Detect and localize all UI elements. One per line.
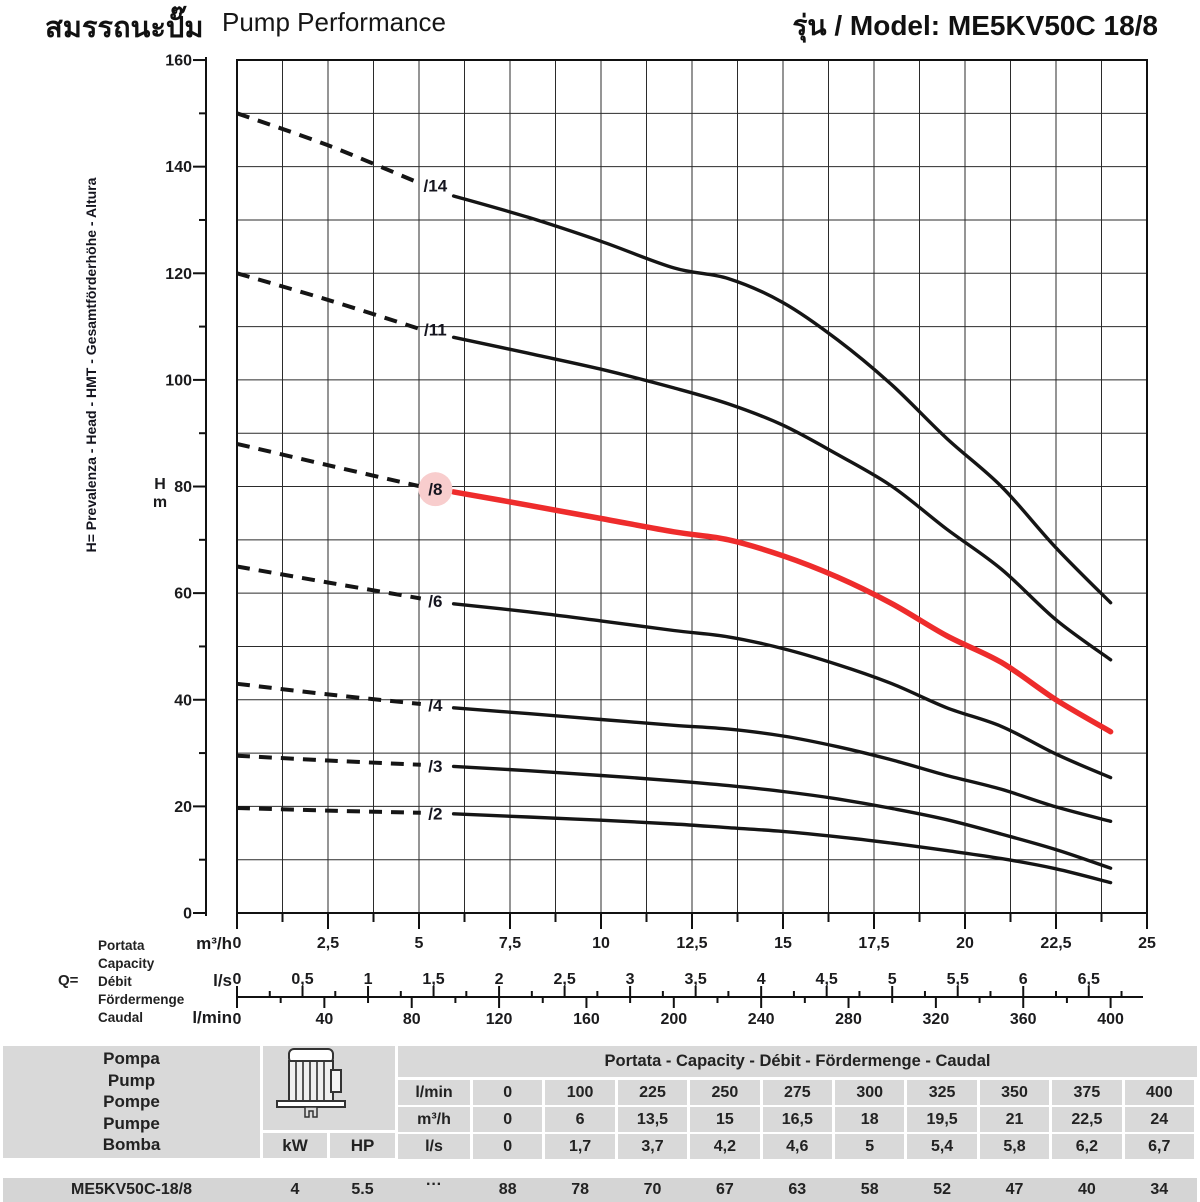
q-label-portata: Portata (98, 938, 145, 953)
svg-text:/8: /8 (428, 480, 443, 500)
cell-m³/h-4: 16,5 (763, 1107, 832, 1132)
cell-l/s-7: 5,8 (980, 1134, 1049, 1159)
hp-header: HP (330, 1133, 395, 1158)
model-head-1: 78 (571, 1181, 589, 1198)
svg-text:/11: /11 (424, 320, 447, 340)
svg-text:120: 120 (485, 1011, 513, 1028)
svg-text:7,5: 7,5 (498, 935, 522, 952)
m3h-ticks (237, 913, 1147, 929)
svg-text:120: 120 (165, 265, 192, 283)
q-label-fordermenge: Fördermenge (98, 992, 185, 1007)
model-head-7: 47 (1005, 1181, 1024, 1198)
cell-l/min-9: 400 (1125, 1080, 1194, 1105)
svg-text:/2: /2 (428, 804, 443, 824)
kw-header: kW (263, 1133, 327, 1158)
unit-ls-label: l/s (213, 971, 232, 990)
svg-text:15: 15 (774, 935, 792, 952)
cell-l/s-2: 3,7 (618, 1134, 687, 1159)
svg-text:1: 1 (363, 971, 373, 988)
svg-text:240: 240 (747, 1011, 775, 1028)
unit-m3h-label: m³/h (196, 934, 232, 953)
model-head-4: 63 (788, 1181, 807, 1198)
svg-text:/4: /4 (428, 696, 443, 716)
pump-label-es: Bomba (102, 1135, 161, 1155)
svg-text:/6: /6 (428, 592, 443, 612)
pump-label-de: Pumpe (103, 1113, 160, 1133)
cell-m³/h-2: 13,5 (618, 1107, 687, 1132)
cell-m³/h-9: 24 (1125, 1107, 1194, 1132)
svg-text:0: 0 (232, 1011, 242, 1028)
svg-text:0,5: 0,5 (291, 971, 314, 988)
cell-l/min-3: 250 (690, 1080, 759, 1105)
svg-text:20: 20 (174, 798, 192, 816)
pump-header-cell (3, 1046, 260, 1158)
svg-text:160: 160 (165, 52, 192, 70)
svg-text:6: 6 (1018, 971, 1028, 988)
svg-text:60: 60 (174, 585, 192, 603)
svg-text:6,5: 6,5 (1077, 971, 1100, 988)
model-head-6: 52 (933, 1181, 951, 1198)
cell-l/min-8: 375 (1052, 1080, 1121, 1105)
cell-l/min-5: 300 (835, 1080, 904, 1105)
cell-l/s-0: 0 (473, 1134, 542, 1159)
curve-/4 (237, 684, 1111, 822)
model-name: ME5KV50C-18/8 (71, 1181, 192, 1198)
model-kw: 4 (290, 1181, 300, 1198)
motor-icon-cell (263, 1046, 395, 1130)
svg-text:/3: /3 (428, 756, 443, 776)
model-head-5: 58 (860, 1181, 879, 1198)
svg-text:280: 280 (835, 1011, 862, 1028)
row-unit-ls: l/s (398, 1134, 470, 1159)
svg-text:12,5: 12,5 (676, 935, 708, 952)
svg-text:200: 200 (660, 1011, 688, 1028)
svg-text:20: 20 (956, 935, 974, 952)
svg-text:140: 140 (165, 159, 192, 177)
curve-/6 (237, 567, 1111, 778)
cell-l/s-5: 5 (835, 1134, 904, 1159)
cell-m³/h-3: 15 (690, 1107, 759, 1132)
row-unit-m3h: m³/h (398, 1107, 470, 1132)
pump-label-it: Pompa (103, 1049, 160, 1069)
cell-l/min-0: 0 (473, 1080, 542, 1105)
q-label-capacity: Capacity (98, 956, 155, 971)
cell-m³/h-8: 22,5 (1052, 1107, 1121, 1132)
svg-text:40: 40 (174, 692, 192, 710)
model-head-9: 34 (1150, 1181, 1169, 1198)
svg-text:2: 2 (494, 971, 504, 988)
svg-text:2,5: 2,5 (316, 935, 340, 952)
svg-text:/14: /14 (423, 176, 448, 196)
svg-text:80: 80 (402, 1011, 421, 1028)
cell-m³/h-6: 19,5 (907, 1107, 976, 1132)
svg-text:320: 320 (922, 1011, 950, 1028)
model-head-0: 88 (498, 1181, 517, 1198)
model-hp: 5.5 (351, 1181, 374, 1198)
svg-text:m: m (152, 494, 168, 511)
title-row (0, 0, 1200, 46)
cell-m³/h-1: 6 (545, 1107, 614, 1132)
y-ruler (193, 57, 206, 916)
svg-text:4,5: 4,5 (815, 971, 838, 988)
unit-lmin-label: l/min (192, 1008, 232, 1027)
q-label-debit: Débit (98, 974, 132, 989)
page-title-thai: สมรรถนะปั๊ม (45, 12, 204, 44)
cell-l/min-2: 225 (618, 1080, 687, 1105)
svg-text:17,5: 17,5 (858, 935, 890, 952)
svg-text:2,5: 2,5 (553, 971, 576, 988)
svg-text:400: 400 (1097, 1011, 1124, 1028)
curve-/2 (237, 804, 1111, 882)
svg-text:5: 5 (414, 935, 424, 952)
ls-lmin-ruler (237, 986, 1143, 1008)
cell-l/min-7: 350 (980, 1080, 1049, 1105)
svg-text:40: 40 (315, 1011, 334, 1028)
svg-text:H: H (154, 476, 166, 493)
curve-/3 (237, 756, 1111, 869)
cell-l/s-3: 4,2 (690, 1134, 759, 1159)
svg-text:80: 80 (174, 479, 192, 497)
svg-text:0: 0 (232, 935, 242, 952)
cell-m³/h-0: 0 (473, 1107, 542, 1132)
svg-text:H= Prevalenza - Head - HMT -: H= Prevalenza - Head - HMT - Gesamtförderhöhe - Altura (83, 177, 99, 553)
svg-text:5,5: 5,5 (946, 971, 969, 988)
page-title: Pump Performance (222, 7, 446, 37)
pump-label-fr: Pompe (103, 1092, 160, 1112)
svg-text:1,5: 1,5 (422, 971, 445, 988)
cell-l/s-4: 4,6 (763, 1134, 832, 1159)
svg-text:100: 100 (165, 372, 192, 390)
svg-text:4: 4 (756, 971, 766, 988)
cell-l/s-1: 1,7 (545, 1134, 614, 1159)
svg-text:22,5: 22,5 (1040, 935, 1072, 952)
svg-text:160: 160 (573, 1011, 600, 1028)
cell-l/s-6: 5,4 (907, 1134, 976, 1159)
q-label-caudal: Caudal (98, 1010, 144, 1025)
grid (237, 60, 1147, 913)
q-equals-label: Q= (58, 972, 79, 989)
pump-label-en: Pump (107, 1070, 156, 1090)
model-dots: ··· (426, 1176, 442, 1193)
motor-icon (263, 1046, 359, 1122)
model-title: รุ่น / Model: ME5KV50C 18/8 (792, 10, 1158, 41)
model-head-2: 70 (643, 1181, 662, 1198)
cell-l/min-1: 100 (545, 1080, 614, 1105)
svg-text:0: 0 (232, 971, 242, 988)
svg-text:5: 5 (887, 971, 897, 988)
svg-text:3,5: 3,5 (684, 971, 707, 988)
svg-text:0: 0 (183, 905, 192, 923)
cell-l/min-4: 275 (763, 1080, 832, 1105)
row-unit-lmin: l/min (398, 1080, 470, 1105)
svg-text:360: 360 (1009, 1011, 1037, 1028)
portata-header: Portata - Capacity - Débit - Fördermenge - Caudal (398, 1046, 1197, 1077)
svg-text:3: 3 (625, 971, 635, 988)
cell-m³/h-5: 18 (835, 1107, 904, 1132)
svg-text:10: 10 (592, 935, 610, 952)
model-head-8: 40 (1077, 1181, 1096, 1198)
model-row (3, 1178, 1197, 1202)
cell-l/s-8: 6,2 (1052, 1134, 1121, 1159)
svg-text:25: 25 (1138, 935, 1156, 952)
cell-l/s-9: 6,7 (1125, 1134, 1194, 1159)
model-head-3: 67 (715, 1181, 734, 1198)
cell-m³/h-7: 21 (980, 1107, 1049, 1132)
cell-l/min-6: 325 (907, 1080, 976, 1105)
